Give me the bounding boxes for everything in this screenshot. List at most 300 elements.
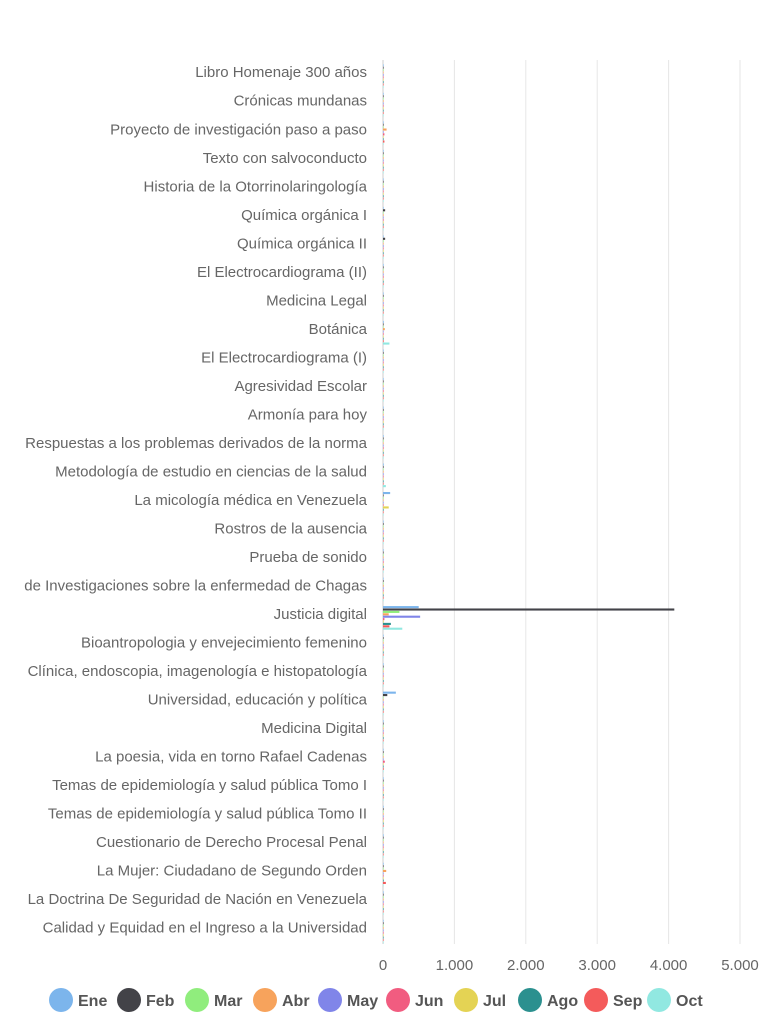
bar[interactable] [383,699,384,701]
bar[interactable] [383,157,384,159]
bar[interactable] [383,193,384,195]
bar[interactable] [383,314,384,316]
bar[interactable] [383,675,384,677]
bar[interactable] [383,411,384,413]
bar[interactable] [383,597,384,599]
bar[interactable] [383,865,384,867]
bar[interactable] [383,442,384,444]
bar[interactable] [383,278,384,280]
bar[interactable] [383,903,384,905]
bar[interactable] [383,445,384,447]
bar[interactable] [383,212,384,214]
bar[interactable] [383,535,384,537]
bar[interactable] [383,79,384,81]
bar[interactable] [383,765,384,767]
bar[interactable] [383,925,384,927]
bar[interactable] [383,768,384,770]
bar[interactable] [383,136,384,138]
bar[interactable] [383,159,384,161]
bar[interactable] [383,806,384,808]
bar[interactable] [383,625,389,627]
bar[interactable] [383,178,384,180]
bar[interactable] [383,378,384,380]
bar[interactable] [383,628,402,630]
bar[interactable] [383,882,386,884]
bar[interactable] [383,506,389,508]
bar[interactable] [383,792,384,794]
bar[interactable] [383,414,384,416]
legend-item[interactable] [49,988,107,1012]
bar[interactable] [383,525,384,527]
bar[interactable] [383,485,386,487]
bar[interactable] [383,349,384,351]
bar[interactable] [383,837,384,839]
legend-item[interactable] [253,988,310,1012]
bar[interactable] [383,810,384,812]
bar[interactable] [383,224,384,226]
bar[interactable] [383,920,384,922]
bar[interactable] [383,896,384,898]
bar[interactable] [383,941,384,943]
bar[interactable] [383,98,384,100]
bar[interactable] [383,131,384,133]
bar[interactable] [383,93,384,95]
bar[interactable] [383,929,384,931]
bar[interactable] [383,856,384,858]
bar[interactable] [383,297,384,299]
bar[interactable] [383,756,384,758]
legend-item[interactable] [386,988,443,1012]
bar[interactable] [383,114,384,116]
bar[interactable] [383,478,384,480]
bar[interactable] [383,186,384,188]
bar[interactable] [383,732,384,734]
bar[interactable] [383,796,384,798]
legend-item[interactable] [647,988,703,1012]
bar[interactable] [383,782,384,784]
bar[interactable] [383,939,384,941]
bar[interactable] [383,257,384,259]
bar[interactable] [383,335,384,337]
bar[interactable] [383,599,384,601]
bar[interactable] [383,435,384,437]
bar[interactable] [383,226,384,228]
bar[interactable] [383,863,384,865]
bar[interactable] [383,542,384,544]
bar[interactable] [383,934,384,936]
bar[interactable] [383,590,384,592]
bar[interactable] [383,649,384,651]
bar[interactable] [383,128,387,130]
bar[interactable] [383,340,384,342]
bar[interactable] [383,680,384,682]
bar[interactable] [383,644,384,646]
bar[interactable] [383,383,384,385]
bar[interactable] [383,235,384,237]
bar[interactable] [383,112,384,114]
bar[interactable] [383,295,384,297]
bar[interactable] [383,250,384,252]
bar[interactable] [383,523,384,525]
bar[interactable] [383,637,384,639]
bar[interactable] [383,152,384,154]
bar[interactable] [383,611,399,613]
bar[interactable] [383,620,384,622]
bar[interactable] [383,849,384,851]
bar[interactable] [383,71,384,73]
bar[interactable] [383,784,384,786]
bar[interactable] [383,815,384,817]
bar[interactable] [383,494,384,496]
bar[interactable] [383,701,384,703]
bar[interactable] [383,271,384,273]
bar[interactable] [383,243,384,245]
bar[interactable] [383,162,384,164]
bar[interactable] [383,613,389,615]
bar[interactable] [383,514,384,516]
bar[interactable] [383,388,384,390]
bar[interactable] [383,300,384,302]
bar[interactable] [383,138,384,140]
bar[interactable] [383,409,384,411]
bar[interactable] [383,884,384,886]
bar[interactable] [383,480,384,482]
bar[interactable] [383,827,384,829]
bar[interactable] [383,587,384,589]
bar[interactable] [383,171,384,173]
bar[interactable] [383,124,384,126]
bar[interactable] [383,670,384,672]
bar[interactable] [383,121,384,123]
bar[interactable] [383,668,384,670]
bar[interactable] [383,554,384,556]
bar[interactable] [383,133,384,135]
bar[interactable] [383,497,384,499]
bar[interactable] [383,221,384,223]
bar[interactable] [383,551,384,553]
bar[interactable] [383,302,384,304]
bar[interactable] [383,825,384,827]
bar[interactable] [383,910,384,912]
bar[interactable] [383,511,384,513]
bar[interactable] [383,95,384,97]
bar[interactable] [383,901,384,903]
bar[interactable] [383,521,384,523]
bar[interactable] [383,665,384,667]
bar[interactable] [383,799,384,801]
bar[interactable] [383,651,384,653]
bar[interactable] [383,110,384,112]
bar[interactable] [383,639,384,641]
bar[interactable] [383,794,384,796]
bar[interactable] [383,594,384,596]
bar[interactable] [383,853,384,855]
bar[interactable] [383,870,386,872]
bar[interactable] [383,64,384,66]
bar[interactable] [383,568,384,570]
bar[interactable] [383,426,384,428]
bar[interactable] [383,742,384,744]
bar[interactable] [383,763,384,765]
bar[interactable] [383,808,384,810]
legend[interactable] [49,988,703,1012]
bar[interactable] [383,834,384,836]
bar[interactable] [383,276,384,278]
bar[interactable] [383,751,384,753]
bar[interactable] [383,452,384,454]
bar[interactable] [383,385,384,387]
bar[interactable] [383,753,384,755]
bar[interactable] [383,844,384,846]
bar[interactable] [383,380,384,382]
bar[interactable] [383,685,384,687]
bar[interactable] [383,706,384,708]
bar[interactable] [383,618,384,620]
bar[interactable] [383,780,384,782]
bar[interactable] [383,647,384,649]
bar[interactable] [383,361,384,363]
bar[interactable] [383,528,384,530]
bar[interactable] [383,107,384,109]
bar[interactable] [383,312,384,314]
bar[interactable] [383,266,384,268]
bar[interactable] [383,537,384,539]
bar[interactable] [383,140,384,142]
bar[interactable] [383,913,384,915]
bar[interactable] [383,328,385,330]
bar[interactable] [383,397,384,399]
bar[interactable] [383,468,384,470]
bar[interactable] [383,100,384,102]
bar[interactable] [383,364,384,366]
bar[interactable] [383,143,384,145]
bar[interactable] [383,787,384,789]
bar[interactable] [383,813,384,815]
bar[interactable] [383,357,384,359]
bar[interactable] [383,416,384,418]
bar[interactable] [383,872,384,874]
bar[interactable] [383,540,384,542]
bar[interactable] [383,504,384,506]
bar[interactable] [383,559,384,561]
bar[interactable] [383,67,384,69]
bar[interactable] [383,906,384,908]
bar[interactable] [383,214,384,216]
bar[interactable] [383,694,387,696]
bar[interactable] [383,530,384,532]
bar[interactable] [383,737,384,739]
bar[interactable] [383,343,389,345]
bar[interactable] [383,281,384,283]
bar[interactable] [383,252,384,254]
bar[interactable] [383,83,384,85]
bar[interactable] [383,908,384,910]
bar[interactable] [383,369,384,371]
bar[interactable] [383,150,384,152]
bar[interactable] [383,454,384,456]
bar[interactable] [383,269,384,271]
bar[interactable] [383,423,384,425]
bar[interactable] [383,352,384,354]
bar[interactable] [383,102,384,104]
bar[interactable] [383,304,384,306]
bar[interactable] [383,789,384,791]
bar[interactable] [383,283,384,285]
bar[interactable] [383,285,384,287]
bar[interactable] [383,338,384,340]
bar[interactable] [383,228,384,230]
bar[interactable] [383,240,384,242]
bar[interactable] [383,466,384,468]
bar[interactable] [383,582,384,584]
bar[interactable] [383,400,384,402]
bar[interactable] [383,273,384,275]
bar[interactable] [383,105,384,107]
bar[interactable] [383,354,384,356]
bar[interactable] [383,457,384,459]
bar[interactable] [383,333,384,335]
bar[interactable] [383,492,390,494]
bar[interactable] [383,321,384,323]
bar[interactable] [383,898,384,900]
bar[interactable] [383,183,384,185]
bar[interactable] [383,606,419,608]
bar[interactable] [383,692,396,694]
bar[interactable] [383,623,391,625]
bar[interactable] [383,777,384,779]
bar[interactable] [383,713,384,715]
bar[interactable] [383,820,384,822]
bar[interactable] [383,708,384,710]
bar[interactable] [383,475,384,477]
bar[interactable] [383,922,384,924]
bar[interactable] [383,673,384,675]
bar[interactable] [383,891,384,893]
bar[interactable] [383,561,384,563]
bar[interactable] [383,723,384,725]
bar[interactable] [383,932,384,934]
bar[interactable] [383,509,384,511]
bar[interactable] [383,533,384,535]
bar[interactable] [383,74,384,76]
legend-item[interactable] [117,988,175,1012]
bar[interactable] [383,880,384,882]
bar[interactable] [383,219,384,221]
bar[interactable] [383,471,384,473]
bar[interactable] [383,608,674,610]
bar[interactable] [383,770,384,772]
bar[interactable] [383,875,384,877]
bar[interactable] [383,359,384,361]
bar[interactable] [383,390,384,392]
bar[interactable] [383,846,384,848]
bar[interactable] [383,366,384,368]
bar[interactable] [383,76,384,78]
bar[interactable] [383,616,420,618]
bar[interactable] [383,406,384,408]
bar[interactable] [383,725,384,727]
bar[interactable] [383,499,384,501]
bar[interactable] [383,86,384,88]
bar[interactable] [383,207,384,209]
legend-item[interactable] [454,988,506,1012]
bar[interactable] [383,839,384,841]
bar[interactable] [383,549,384,551]
bar[interactable] [383,264,384,266]
bar[interactable] [383,463,384,465]
legend-item[interactable] [185,988,242,1012]
bar[interactable] [383,654,384,656]
bar[interactable] [383,307,384,309]
bar[interactable] [383,245,384,247]
bar[interactable] [383,927,384,929]
bar[interactable] [383,418,384,420]
bar[interactable] [383,421,384,423]
bar[interactable] [383,437,384,439]
legend-item[interactable] [318,988,378,1012]
bar[interactable] [383,449,384,451]
bar[interactable] [383,188,384,190]
bar[interactable] [383,371,384,373]
bar[interactable] [383,155,384,157]
bar[interactable] [383,323,384,325]
bar[interactable] [383,877,384,879]
bar[interactable] [383,190,384,192]
bar[interactable] [383,635,384,637]
bar[interactable] [383,851,384,853]
bar[interactable] [383,392,384,394]
bar[interactable] [383,181,384,183]
bar[interactable] [383,81,384,83]
bar[interactable] [383,818,384,820]
bar[interactable] [383,711,384,713]
bar[interactable] [383,585,384,587]
bar[interactable] [383,200,384,202]
bar[interactable] [383,758,384,760]
bar[interactable] [383,704,384,706]
bar[interactable] [383,566,384,568]
bar[interactable] [383,749,384,751]
bar[interactable] [383,209,385,211]
bar[interactable] [383,720,384,722]
bar[interactable] [383,663,384,665]
bar[interactable] [383,642,384,644]
bar[interactable] [383,309,384,311]
bar[interactable] [383,198,384,200]
bar[interactable] [383,696,384,698]
bar[interactable] [383,447,384,449]
bar[interactable] [383,677,384,679]
legend-item[interactable] [518,988,578,1012]
bar[interactable] [383,822,384,824]
bar[interactable] [383,868,384,870]
bar[interactable] [383,126,384,128]
bar[interactable] [383,682,384,684]
bar[interactable] [383,331,384,333]
bar[interactable] [383,326,384,328]
bar[interactable] [383,730,384,732]
bar[interactable] [383,247,384,249]
bar[interactable] [383,428,384,430]
bar[interactable] [383,656,384,658]
bar[interactable] [383,580,384,582]
bar[interactable] [383,69,384,71]
bar[interactable] [383,255,384,257]
legend-item[interactable] [584,988,643,1012]
bar[interactable] [383,167,384,169]
bar[interactable] [383,169,384,171]
bar[interactable] [383,164,384,166]
